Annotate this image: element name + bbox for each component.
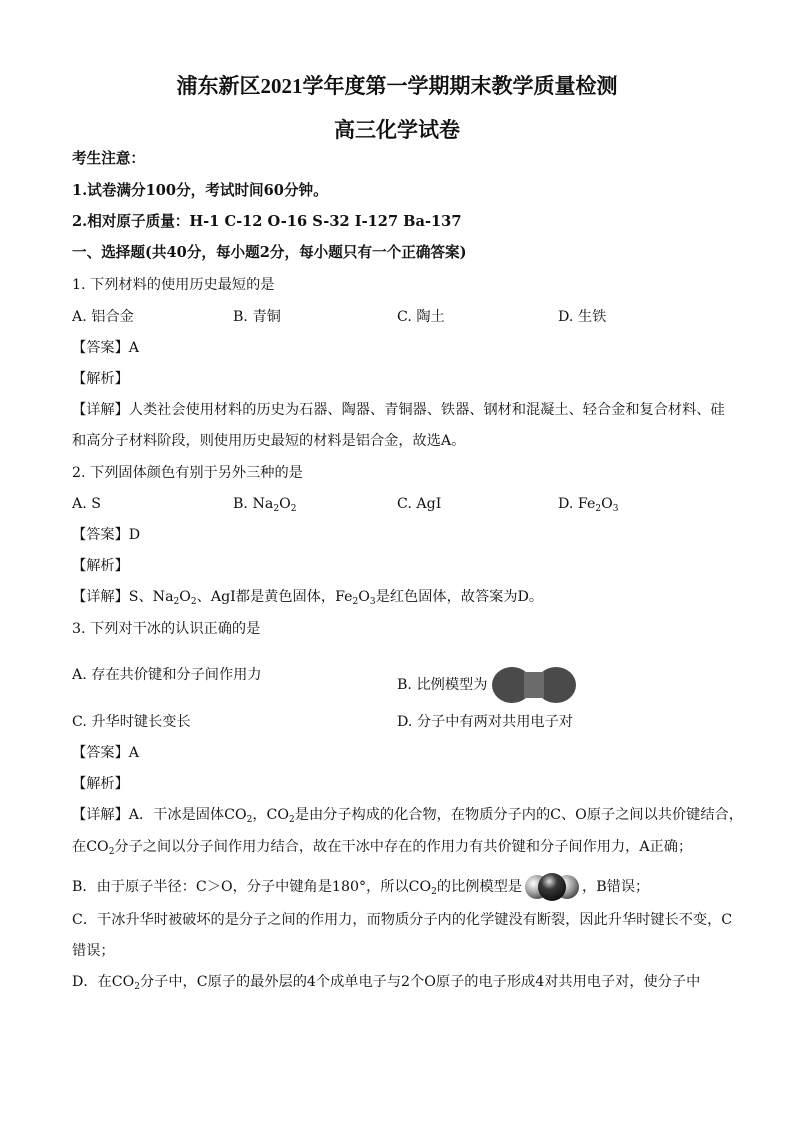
- q3-option-a: A. 存在共价键和分子间作用力: [72, 667, 262, 683]
- q3-detail-5: 错误；: [72, 943, 115, 959]
- q2-option-a: A. S: [72, 496, 101, 512]
- co2-wrong-model-icon: [492, 666, 576, 704]
- q3-answer: 【答案】A: [72, 745, 139, 761]
- model-atom-center: [524, 672, 544, 698]
- q3-option-d: D. 分子中有两对共用电子对: [397, 714, 573, 730]
- q2-option-b: B. $Na_2O_2$: [233, 496, 297, 514]
- co2-model-icon: [524, 872, 580, 902]
- q3-analysis: 【解析】: [72, 776, 129, 792]
- q1-option-d: D. 生铁: [558, 309, 607, 325]
- question-2-stem: 2. 下列固体颜色有别于另外三种的是: [72, 465, 303, 481]
- q1-option-c: C. 陶土: [397, 309, 445, 325]
- notice-heading: 考生注意：: [72, 150, 145, 167]
- q1-answer: 【答案】A: [72, 340, 139, 356]
- q3-detail-4: C．干冰升华时被破坏的是分子之间的作用力，而物质分子内的化学键没有断裂，因此升华时键长不变，C: [72, 912, 733, 928]
- q1-detail-1: 【详解】人类社会使用材料的历史为石器、陶器、青铜器、铁器、钢材和混凝土、轻合金和复合材料、硅: [72, 402, 725, 418]
- q2-analysis: 【解析】: [72, 558, 129, 574]
- q3-option-b: B. 比例模型为: [397, 666, 576, 704]
- q1-detail-2: 和高分子材料阶段，则使用历史最短的材料是铝合金，故选A。: [72, 433, 466, 449]
- q3-detail-6: D．在$CO_2$分子中，C原子的最外层的4个成单电子与2个O原子的电子形成4对共用电子对，使分子中: [72, 974, 701, 992]
- question-1-stem: 1. 下列材料的使用历史最短的是: [72, 277, 275, 293]
- q2-option-c: C. AgI: [397, 496, 442, 512]
- question-3-stem: 3. 下列对干冰的认识正确的是: [72, 621, 261, 637]
- q3-option-c: C. 升华时键长变长: [72, 714, 191, 730]
- q3-detail-1: 【详解】A．干冰是固体$CO_2$，$CO_2$是由分子构成的化合物，在物质分子内的C、O原子之间以共价键结合，: [72, 807, 743, 825]
- page-subtitle: 高三化学试卷: [334, 118, 460, 142]
- q1-option-a: A. 铝合金: [72, 309, 134, 325]
- q2-option-d: D. $Fe_2O_3$: [558, 496, 619, 514]
- q2-detail: 【详解】S、$Na_2O_2$、AgI都是黄色固体，$Fe_2O_3$是红色固体，故答案为D。: [72, 589, 544, 607]
- q1-analysis: 【解析】: [72, 371, 129, 387]
- q2-answer: 【答案】D: [72, 527, 141, 543]
- q1-option-b: B. 青铜: [233, 309, 281, 325]
- q3-detail-2: 在$CO_2$分子之间以分子间作用力结合，故在干冰中存在的作用力有共价键和分子间作用力，A正确；: [72, 839, 693, 857]
- q3-detail-3: B．由于原子半径：C＞O，分子中键角是180°，所以$CO_2$的比例模型是 ，B错误；: [72, 872, 649, 902]
- notice-item-1: 1.试卷满分100分，考试时间60分钟。: [72, 182, 328, 199]
- notice-item-2: 2.相对原子质量：H-1 C-12 O-16 S-32 I-127 Ba-137: [72, 213, 462, 230]
- section-heading: 一、选择题(共40分，每小题2分，每小题只有一个正确答案): [72, 244, 467, 261]
- page-title: 浦东新区2021学年度第一学期期末教学质量检测: [176, 74, 618, 98]
- model-carbon: [538, 873, 566, 901]
